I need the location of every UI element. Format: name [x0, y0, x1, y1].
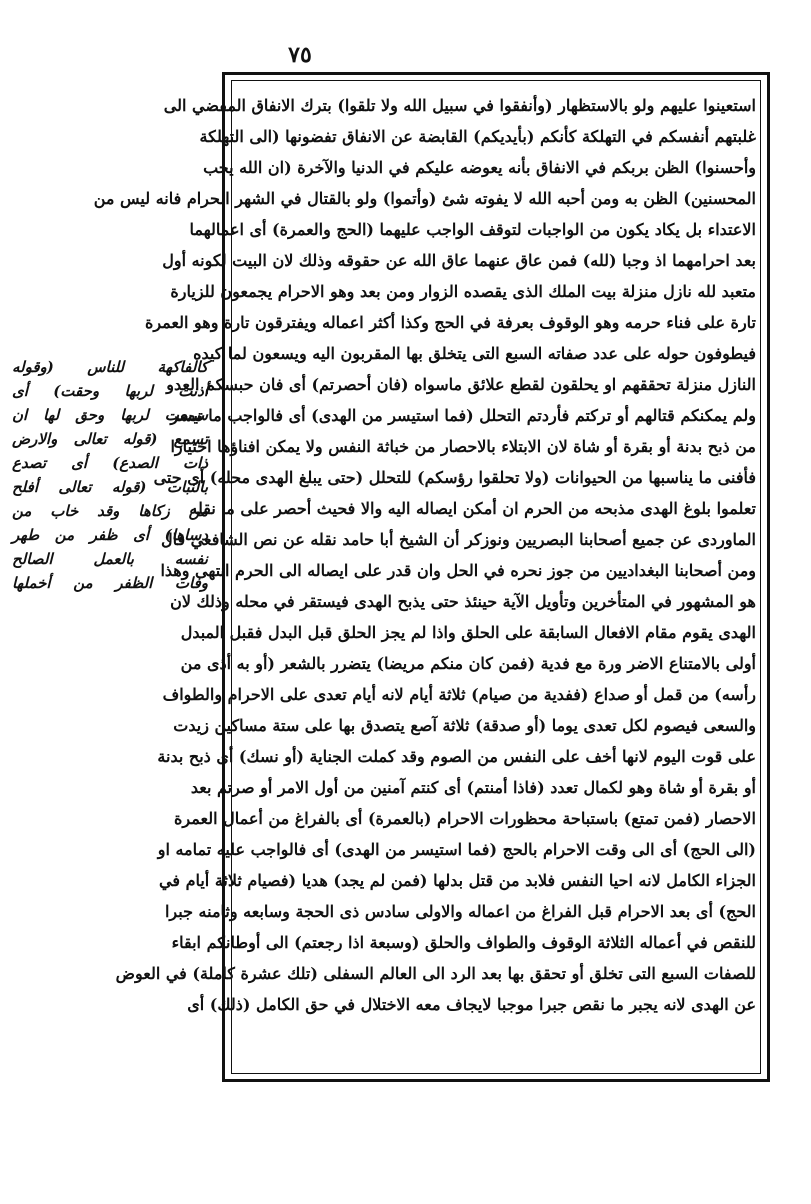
text-line: بعد احرامهما اذ وجبا (لله) فمن عاق عنهما عاق الله عن حقوقه وذلك لان البيت لكونه أول [162, 251, 756, 270]
text-line: الجزاء الكامل لانه احيا النفس فلابد من قتل بدلها (فمن لم يجد) هديا (فصيام ثلاثة أيام في [159, 871, 756, 890]
text-line: الاحصار (فمن تمتع) باستباحة محظورات الاحرام (بالعمرة) أى بالفراغ من أعمال العمرة [174, 809, 756, 828]
text-line: رأسه) من قمل أو صداع (ففدية من صيام) ثلاثة أيام لانه أيام تعدى على الاحرام والطواف [162, 685, 756, 704]
margin-note-line: سمعت لربها وحق لها ان [12, 406, 208, 424]
text-line: وأحسنوا) الظن بربكم في الانفاق بأنه يعوضه عليكم في الدنيا والآخرة (ان الله يحب [203, 158, 756, 177]
text-line: المحسنين) الظن به ومن أحبه الله لا يفوته شئ (وأتموا) ولو بالقتال في الشهر الحرام فانه ليس من [93, 189, 756, 208]
text-line: للنقص في أعماله الثلاثة الوقوف والطواف والحلق (وسبعة اذا رجعتم) الى أوطانكم ابقاء [171, 933, 756, 952]
text-line: استعينوا عليهم ولو بالاستظهار (وأنفقوا في سبيل الله ولا تلقوا) بترك الانفاق المفضي الى [163, 96, 756, 115]
text-line: غلبتهم أنفسكم في التهلكة كأنكم (بأيديكم) القابضة عن الانفاق تفضونها (الى التهلكة [199, 127, 756, 146]
text-line: على قوت اليوم لانها أخف على النفس من الصوم وقد كملت الجناية (أو نسك) أى ذبح بدنة [157, 747, 756, 766]
margin-note-line: تسمع (قوله تعالى والارض [12, 430, 208, 448]
text-line: الهدى يقوم مقام الافعال السابقة على الحلق واذا لم يجز الحلق قبل البدل فقبل المبدل [180, 623, 756, 642]
text-line: أولى بالامتناع الاضر ورة مع فدية (فمن كان منكم مريضا) يتضرر بالشعر (أو به أذى من [180, 654, 756, 673]
text-line: الماوردى عن جميع أصحابنا البصريين ونوزكر أن الشيخ أبا حامد نقله عن نص الشافعي قال [160, 530, 756, 549]
text-line: الاعتداء بل يكاد يكون من الواجبات لتوقف الواجب عليهما (الحج والعمرة) أى اعمالهما [189, 220, 756, 239]
margin-note-line: بالنبات (قوله تعالى أفلح [12, 478, 208, 496]
margin-note-line: وفات الظفر من أخملها [12, 574, 208, 592]
margin-note [12, 355, 208, 595]
text-line: (الى الحج) أى الى وقت الاحرام بالحج (فما استيسر من الهدى) أى فالواجب عليه تمامه او [157, 840, 756, 859]
text-line: أو بقرة أو شاة وهو لكمال تعدد (فاذا أمنتم) أى كنتم آمنين من أول الامر أو صرتم بعد [190, 778, 756, 797]
text-line: ومن أصحابنا البغداديين من جوز نحره في الحل وان قدر على ايصاله الى الحرم انتهى وهذا [160, 561, 756, 580]
margin-note-line: من زكاها وقد خاب من [12, 502, 208, 520]
text-line: تارة على فناء حرمه وهو الوقوف بعرفة في الحج وكذا أكثر اعماله ويفترقون تارة وهو العمرة [144, 313, 756, 332]
text-line: ولم يمكنكم قتالهم أو تركتم فأردتم التحلل (فما استيسر من الهدى) أى فالواجب ما تيسر [170, 406, 756, 425]
text-line: من ذبح بدنة أو بقرة أو شاة لان الابتلاء بالاحصار من خباثة النفس ولا يمكن افناؤها اختيارا [170, 437, 756, 456]
margin-note-line: أذنت لربها وحقت) أى [12, 382, 208, 400]
text-line: والسعى فيصوم لكل تعدى يوما (أو صدقة) ثلاثة آصع يتصدق بها على ستة مساكين زيدت [173, 716, 756, 735]
margin-note-line: دساها) أى ظفر من طهر [12, 526, 208, 544]
text-line: فيطوفون حوله على عدد صفاته السبع التى يتخلق بها المقربون اليه ويسعون لما كيده [193, 344, 756, 363]
text-line: متعبد لله نازل منزلة بيت الملك الذى يقصده الزوار ومن بعد وهو الاحرام يجمعون للزيارة [170, 282, 756, 301]
text-line: تعلموا بلوغ الهدى مذبحه من الحرم ان أمكن ايصاله اليه والا فحيث أحصر على ما نقله [189, 499, 756, 518]
text-line: هو المشهور في المتأخرين وتأويل الآية حينئذ حتى يذبح الهدى فيستقر في محله وذلك لان [170, 592, 756, 611]
page-number: ٧٥ [288, 42, 312, 68]
text-line: النازل منزلة تحققهم او يحلقون لقطع علائق ماسواه (فان أحصرتم) أى فان حبسكم العدو [166, 375, 756, 394]
text-line: الحج) أى بعد الاحرام قبل الفراغ من اعماله والاولى سادس ذى الحجة وسابعه وثامنه جبرا [164, 902, 756, 921]
text-line: للصفات السبع التى تخلق أو تحقق بها بعد الرد الى العالم السفلى (تلك عشرة كاملة) في العوض [115, 964, 756, 983]
margin-note-line: نفسه بالعمل الصالح [12, 550, 208, 568]
text-line: عن الهدى لانه يجبر ما نقص جبرا موجبا لايجاف معه الاختلال في حق الكامل (ذلك) أى [187, 995, 756, 1014]
margin-note-line: كالفاكهة للناس (وقوله [12, 358, 208, 376]
text-line: فأفنى ما يناسبها من الحيوانات (ولا تحلقوا رؤسكم) للتحلل (حتى يبلغ الهدى محله) أى حتى [153, 468, 756, 487]
margin-note-line: ذات الصدع) أى تصدع [12, 454, 208, 472]
